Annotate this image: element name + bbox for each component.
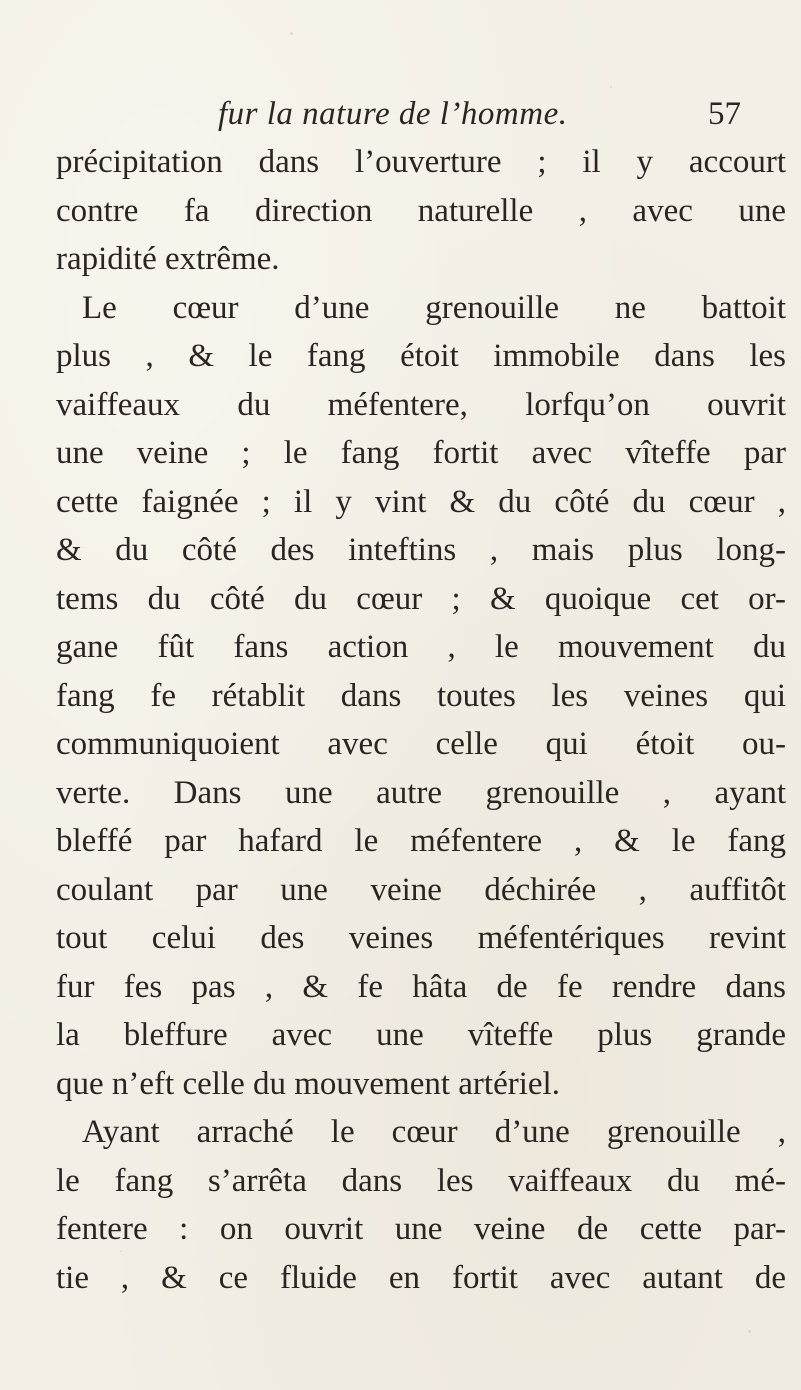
text-line: une veine ; le fang fortit avec vîteffe par xyxy=(56,435,786,471)
text-line: communiquoient avec celle qui étoit ou- xyxy=(56,726,786,762)
body-text xyxy=(56,138,786,1302)
paper-speck xyxy=(290,32,293,35)
text-line: & du côté des inteftins , mais plus long- xyxy=(56,532,786,568)
page-number: 57 xyxy=(708,96,741,132)
running-head xyxy=(0,96,801,138)
paper-speck xyxy=(748,1330,751,1333)
text-line: Le cœur d’une grenouille ne battoit xyxy=(82,289,786,326)
text-line: la bleffure avec une vîteffe plus grande xyxy=(56,1017,786,1053)
text-line: fentere : on ouvrit une veine de cette par- xyxy=(56,1211,786,1247)
text-line: plus , & le fang étoit immobile dans les xyxy=(56,338,786,374)
text-line: fur fes pas , & fe hâta de fe rendre dans xyxy=(56,968,786,1005)
text-line: tie , & ce fluide en fortit avec autant de xyxy=(56,1259,786,1296)
text-line: fang fe rétablit dans toutes les veines qui xyxy=(56,677,786,714)
text-line: verte. Dans une autre grenouille , ayant xyxy=(56,774,786,811)
running-title: fur la nature de l’homme. xyxy=(218,96,568,132)
text-line: vaiffeaux du méfentere, lorfqu’on ouvrit xyxy=(56,386,786,423)
text-line: tems du côté du cœur ; & quoique cet or- xyxy=(56,580,786,617)
text-line: précipitation dans l’ouverture ; il y accourt xyxy=(56,144,786,180)
paper-speck xyxy=(120,1250,122,1252)
text-line: le fang s’arrêta dans les vaiffeaux du mé- xyxy=(56,1162,786,1199)
text-line: cette faignée ; il y vint & du côté du cœur , xyxy=(56,483,786,520)
text-line: Ayant arraché le cœur d’une grenouille , xyxy=(82,1114,786,1150)
text-line: gane fût fans action , le mouvement du xyxy=(56,629,786,665)
text-line: tout celui des veines méfentériques revint xyxy=(56,920,786,956)
paper-speck xyxy=(610,86,612,88)
text-line: rapidité extrême. xyxy=(56,241,280,277)
text-line: que n’eft celle du mouvement artériel. xyxy=(56,1065,560,1102)
text-line: contre fa direction naturelle , avec une xyxy=(56,192,786,229)
text-line: coulant par une veine déchirée , auffitôt xyxy=(56,871,786,908)
text-line: bleffé par hafard le méfentere , & le fang xyxy=(56,823,786,859)
